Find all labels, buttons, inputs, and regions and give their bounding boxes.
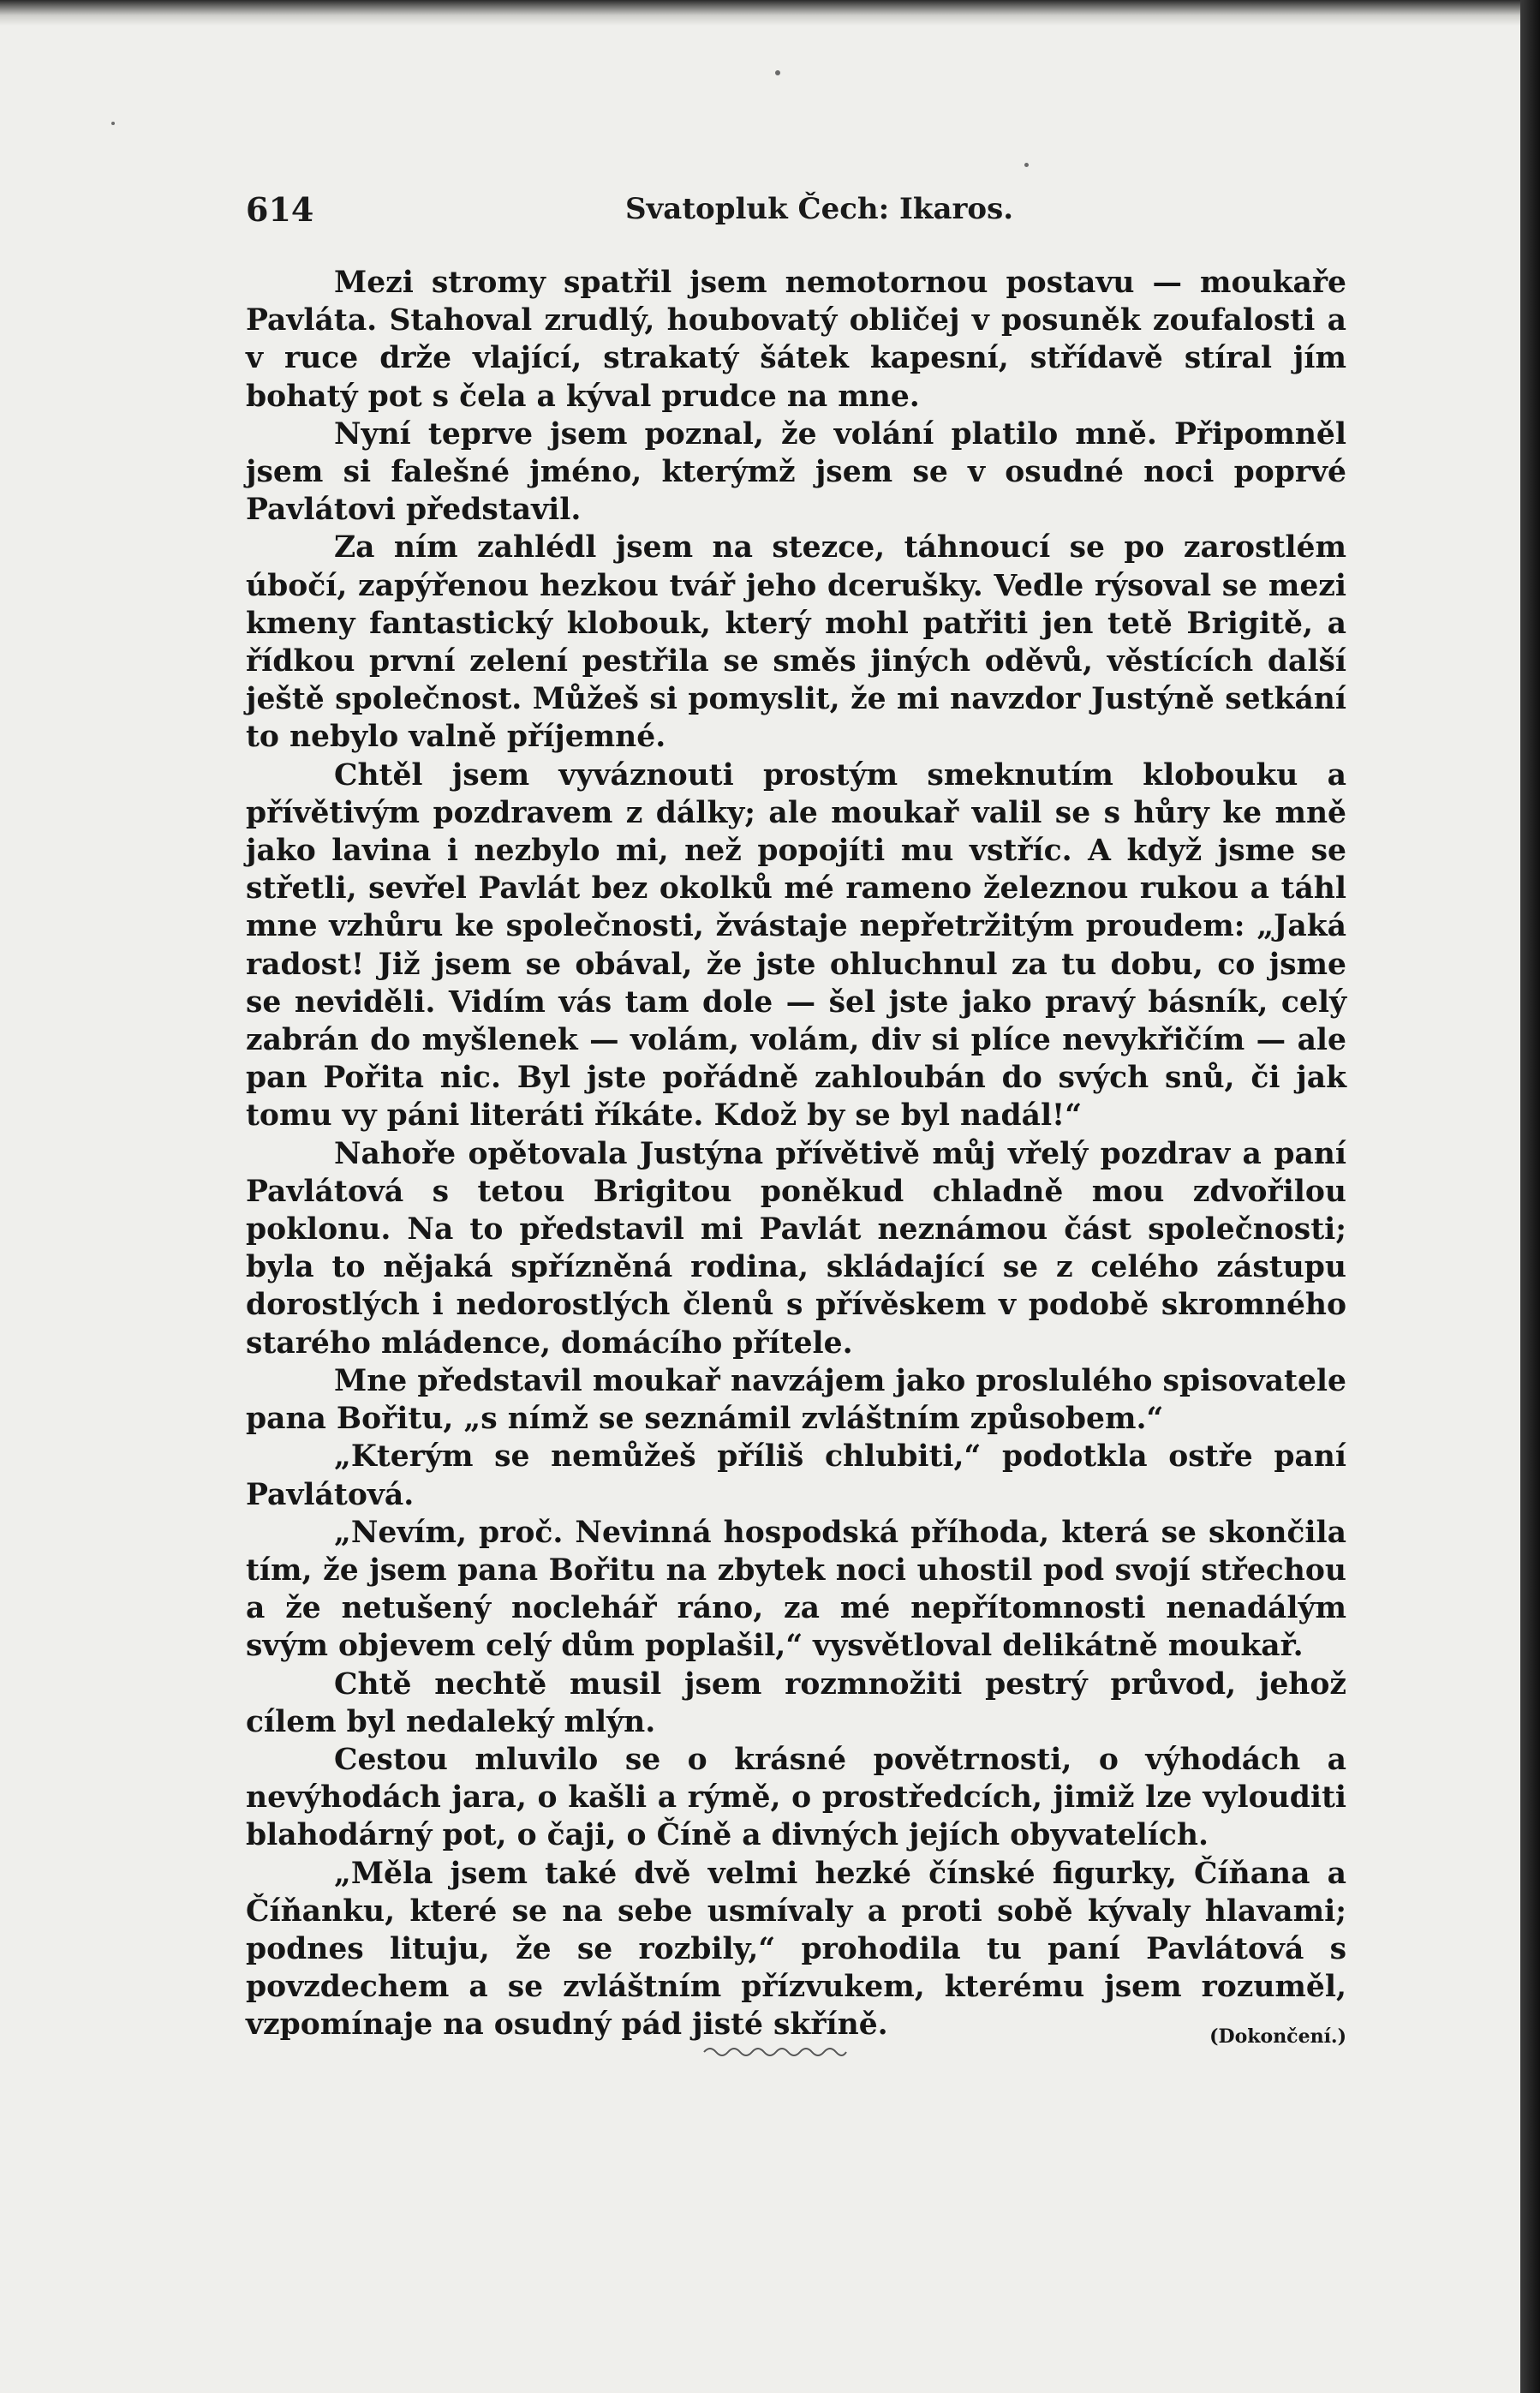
- paragraph: Mezi stromy spatřil jsem nemotornou postavu — moukaře Pavláta. Stahoval zrudlý, houbovatý obličej v posuněk zoufalosti a v ruce drže vlající, strakatý šátek kapesní, střídavě stíral jím bohatý pot s čela a kýval prudce na mne.: [246, 266, 1346, 414]
- running-title: Svatopluk Čech: Ikaros.: [625, 192, 1014, 226]
- closing-paragraph: [246, 1855, 1346, 2049]
- scan-speck: [775, 70, 780, 75]
- closing-paragraph-text: „Měla jsem také dvě velmi hezké čínské figurky, Číňana a Číňanku, které se na sebe usmívaly a proti sobě kývaly hlavami; podnes lituju, že se rozbily,“ prohodila tu paní Pavlátová s povzdechem a se zvláštním přízvukem, kterému jsem rozuměl, vzpomínaje na osudný pád jisté skříně.: [246, 1856, 1346, 2043]
- scan-top-shadow: [0, 0, 1520, 26]
- page-header: [246, 190, 1346, 233]
- paragraph: Mne představil moukař navzájem jako proslulého spisovatele pana Bořitu, „s nímž se seznámil zvláštním způsobem.“: [246, 1363, 1346, 1437]
- paragraph: „Nevím, proč. Nevinná hospodská příhoda, která se skončila tím, že jsem pana Bořitu na zbytek noci uhostil pod svojí střechou a že netušený noclehář ráno, za mé nepřítomnosti nenadálým svým objevem celý dům poplašil,“ vysvětloval delikátně moukař.: [246, 1515, 1346, 1664]
- body-text: [246, 264, 1346, 2056]
- paragraph: Chtěl jsem vyváznouti prostým smeknutím klobouku a přívětivým pozdravem z dálky; ale moukař valil se s hůry ke mně jako lavina i nezbylo mi, než popojíti mu vstříc. A když jsme se střetli, sevřel Pavlát bez okolků mé rameno železnou rukou a táhl mne vzhůru ke společnosti, žvástaje nepřetržitým proudem: „Jaká radost! Již jsem se obával, že jste ohluchnul za tu dobu, co jsme se neviděli. Vidím vás tam dole — šel jste jako pravý básník, celý zabrán do myšlenek — volám, volám, div si plíce nevykřičím — ale pan Pořita nic. Byl jste pořádně zahloubán do svých snů, či jak tomu vy páni literáti říkáte. Kdož by se byl nadál!“: [246, 757, 1346, 1134]
- paragraph: „Kterým se nemůžeš příliš chlubiti,“ podotkla ostře paní Pavlátová.: [246, 1439, 1346, 1512]
- paragraph: Za ním zahlédl jsem na stezce, táhnoucí se po zarostlém úbočí, zapýřenou hezkou tvář jeho dcerušky. Vedle rýsoval se mezi kmeny fantastický klobouk, který mohl patřiti jen tetě Brigitě, a řídkou první zelení pestřila se směs jiných oděvů, věstících další ještě společnost. Můžeš si pomyslit, že mi navzdor Justýně setkání to nebylo valně příjemné.: [246, 530, 1346, 755]
- wavy-ornament-icon: [702, 2043, 848, 2061]
- paragraph: Chtě nechtě musil jsem rozmnožiti pestrý průvod, jehož cílem byl nedaleký mlýn.: [246, 1666, 1346, 1739]
- page-number: 614: [246, 190, 314, 229]
- scan-speck: [111, 122, 115, 125]
- end-note: (Dokončení.): [1209, 2025, 1346, 2049]
- paragraph: Nyní teprve jsem poznal, že volání platilo mně. Připomněl jsem si falešné jméno, kterýmž jsem se v osudné noci poprvé Pavlátovi představil.: [246, 416, 1346, 528]
- paragraph: Nahoře opětovala Justýna přívětivě můj vřelý pozdrav a paní Pavlátová s tetou Brigitou poněkud chladně mou zdvořilou poklonu. Na to představil mi Pavlát neznámou část společnosti; byla to nějaká spřízněná rodina, skládající se z celého zástupu dorostlých i nedorostlých členů s přívěskem v podobě skromného starého mládence, domácího přítele.: [246, 1136, 1346, 1361]
- scan-speck: [1024, 163, 1029, 167]
- paragraph: Cestou mluvilo se o krásné povětrnosti, o výhodách a nevýhodách jara, o kašli a rýmě, o prostředcích, jimiž lze vylouditi blahodárný pot, o čaji, o Číně a divných jejích obyvatelích.: [246, 1742, 1346, 1853]
- scan-right-edge: [1520, 0, 1540, 2393]
